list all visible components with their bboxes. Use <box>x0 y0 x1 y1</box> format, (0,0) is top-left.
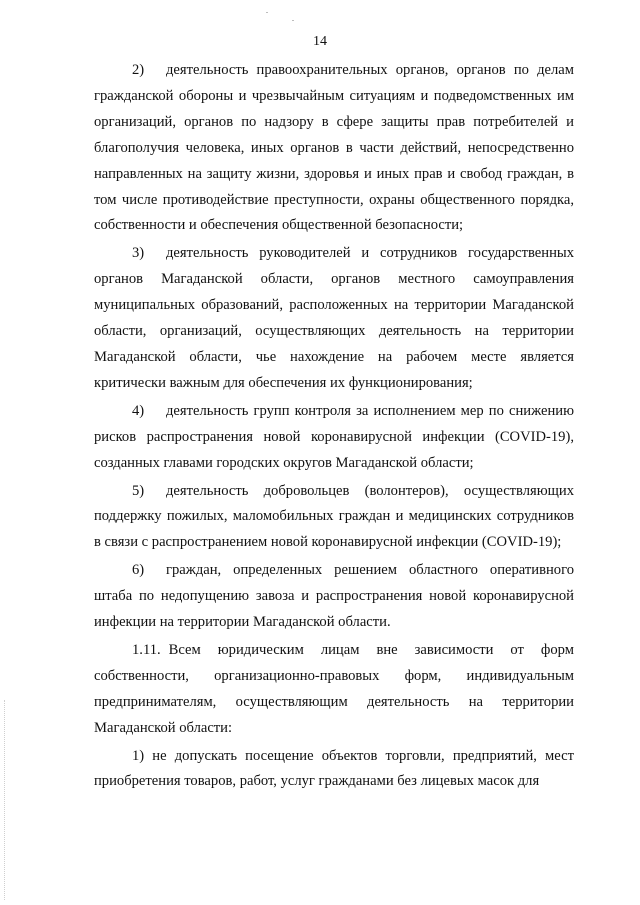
clause-number: 1.11. <box>132 641 161 658</box>
scan-margin-artifact <box>4 700 9 900</box>
clause-1-11 <box>94 638 574 742</box>
list-item-number: 4) <box>132 402 145 419</box>
list-item-number: 3) <box>132 245 145 262</box>
list-item-text: деятельность групп контроля за исполнением мер по снижению рисков распространения новой коронавирусной инфекции (COVID-19), созданных главами городских округов Магаданской области; <box>94 402 574 471</box>
list-item-6 <box>94 558 574 636</box>
list-item-number: 5) <box>132 482 145 499</box>
list-item-2 <box>94 58 574 239</box>
document-body <box>94 58 574 795</box>
list-item-number: 2) <box>132 62 145 78</box>
list-item-3 <box>94 241 574 396</box>
list-item-text: деятельность правоохранительных органов, органов по делам гражданской обороны и чрезвычайным ситуациям и подведомственных им организаций, органов по надзору в сфере защиты прав потребителей и благополучия человека, иных органов в части действий, непосредственно направленных на защиту жизни, здоровья и иных прав и свобод граждан, в том числе противодействие преступности, охраны общественного порядка, собственности и обеспечения общественной безопасности; <box>94 62 574 234</box>
scan-speck <box>292 20 294 21</box>
list-item-text: граждан, определенных решением областного оперативного штаба по недопущению завоза и распространения новой коронавирусной инфекции на территории Магаданской области. <box>94 562 574 631</box>
list-item-4 <box>94 399 574 477</box>
list-item-text: деятельность руководителей и сотрудников государственных органов Магаданской области, органов местного самоуправления муниципальных образований, расположенных на территории Магаданской области, организаций, осуществляющих деятельность на территории Магаданской области, чье нахождение на рабочем месте является критически важным для обеспечения их функционирования; <box>94 245 574 391</box>
subitem-1 <box>94 744 574 796</box>
list-item-text: деятельность добровольцев (волонтеров), осуществляющих поддержку пожилых, маломобильных граждан и медицинских сотрудников в связи с распространением новой коронавирусной инфекции (COVID-19); <box>94 482 574 551</box>
clause-text: Всем юридическим лицам вне зависимости от форм собственности, организационно-правовых форм, индивидуальным предпринимателям, осуществляющим деятельность на территории Магаданской области: <box>94 641 574 736</box>
list-item-5 <box>94 479 574 557</box>
subitem-text: 1) не допускать посещение объектов торговли, предприятий, мест приобретения товаров, работ, услуг гражданами без лицевых масок для <box>94 747 574 790</box>
list-item-number: 6) <box>132 562 145 579</box>
scan-speck <box>266 12 268 13</box>
page-number: 14 <box>313 34 327 49</box>
